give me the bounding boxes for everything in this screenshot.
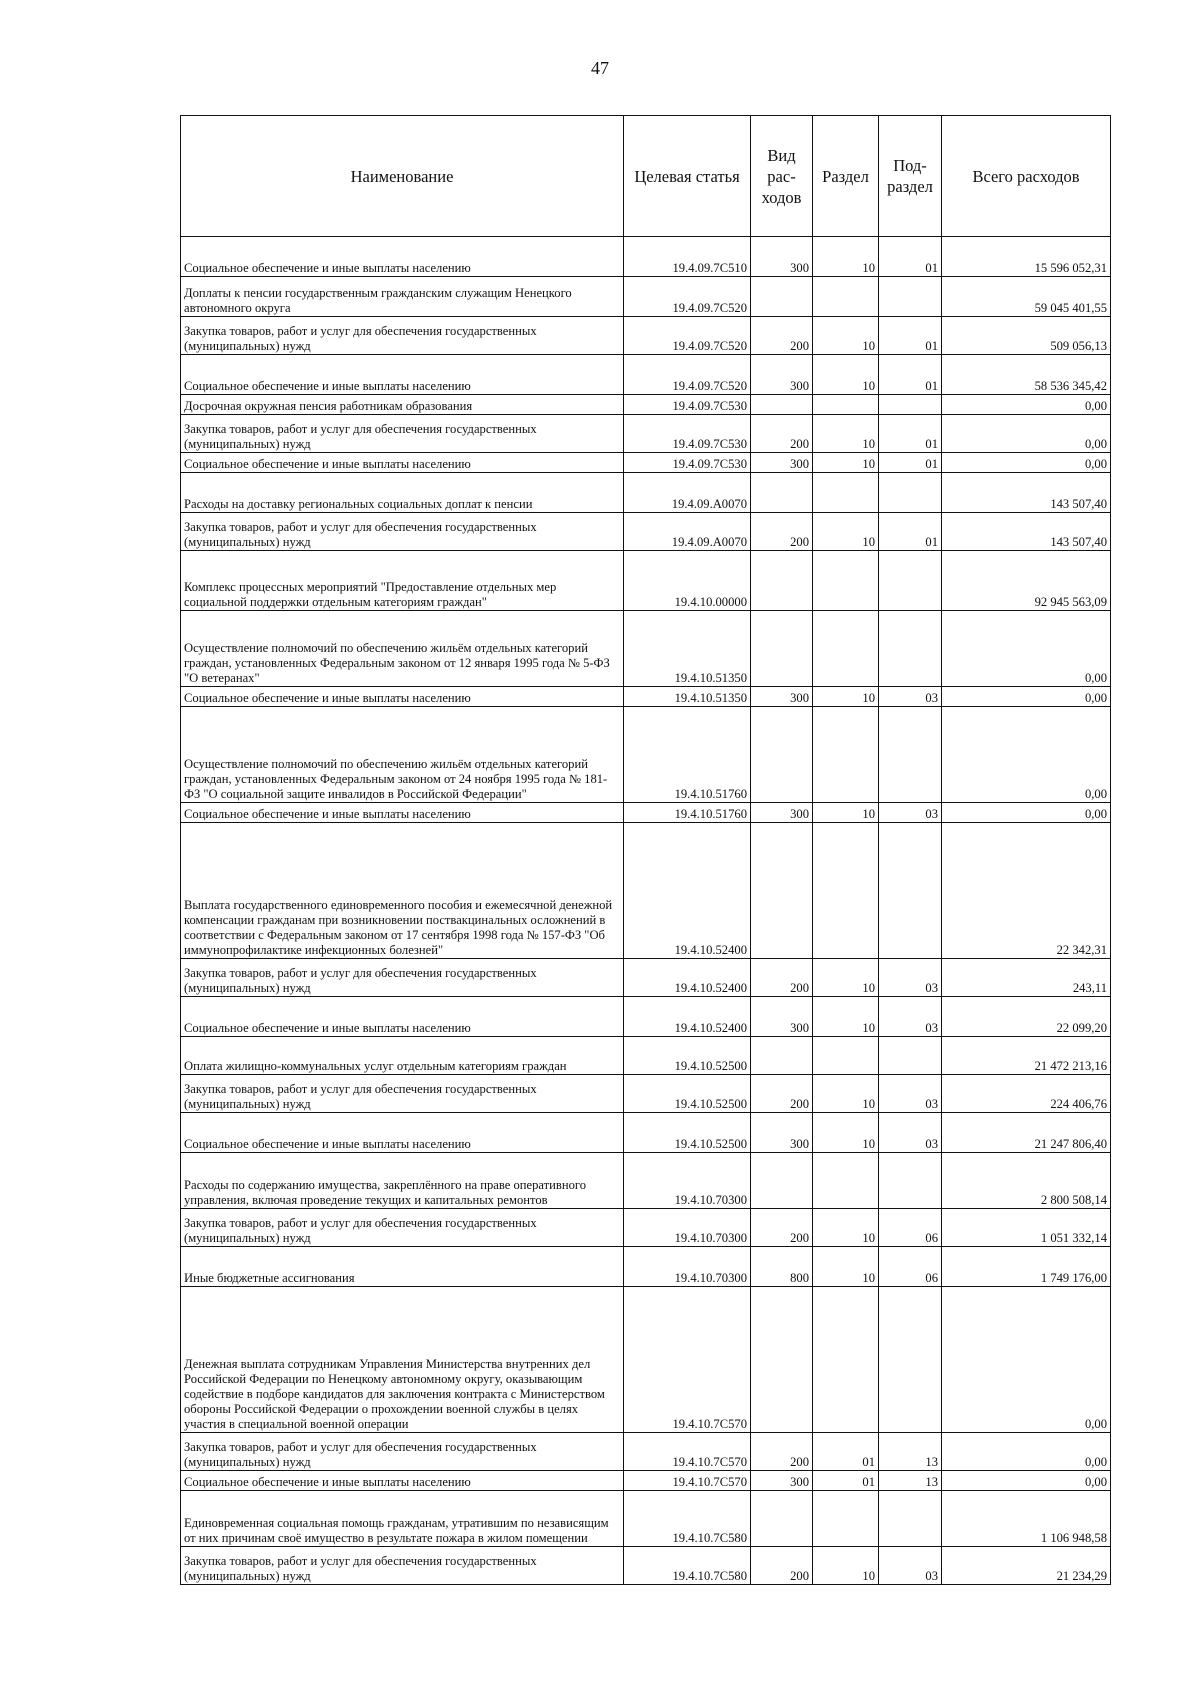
row-total: 0,00 (942, 1287, 1111, 1433)
table-row (181, 473, 1111, 513)
row-total: 1 106 948,58 (942, 1491, 1111, 1547)
row-name: Единовременная социальная помощь гражданам, утратившим по независящим от них причинам своё имущество в результате пожара в жилом помещении (181, 1491, 624, 1547)
row-subsection (879, 1153, 942, 1209)
row-name: Закупка товаров, работ и услуг для обеспечения государственных (муниципальных) нужд (181, 1209, 624, 1247)
row-target-article: 19.4.10.70300 (624, 1247, 751, 1287)
row-total: 59 045 401,55 (942, 277, 1111, 317)
row-expense-type: 300 (751, 453, 813, 473)
row-total: 0,00 (942, 707, 1111, 803)
table-row (181, 997, 1111, 1037)
row-total: 0,00 (942, 1433, 1111, 1471)
row-expense-type (751, 277, 813, 317)
row-expense-type: 300 (751, 997, 813, 1037)
row-section: 10 (813, 1209, 879, 1247)
row-total: 22 099,20 (942, 997, 1111, 1037)
row-target-article: 19.4.09.7С520 (624, 277, 751, 317)
row-total: 21 234,29 (942, 1547, 1111, 1585)
row-expense-type (751, 1287, 813, 1433)
header-total: Всего расходов (942, 116, 1111, 237)
row-expense-type: 300 (751, 687, 813, 707)
table-row (181, 823, 1111, 959)
row-subsection (879, 707, 942, 803)
row-target-article: 19.4.09.7С530 (624, 395, 751, 415)
table-row (181, 1433, 1111, 1471)
row-section: 10 (813, 1547, 879, 1585)
row-expense-type: 300 (751, 1471, 813, 1491)
row-section: 10 (813, 687, 879, 707)
row-name: Досрочная окружная пенсия работникам образования (181, 395, 624, 415)
row-subsection (879, 473, 942, 513)
row-section (813, 1153, 879, 1209)
table-row (181, 277, 1111, 317)
table-row (181, 1287, 1111, 1433)
row-subsection: 03 (879, 803, 942, 823)
row-name: Закупка товаров, работ и услуг для обеспечения государственных (муниципальных) нужд (181, 317, 624, 355)
row-expense-type: 200 (751, 1209, 813, 1247)
row-subsection: 13 (879, 1471, 942, 1491)
header-name: Наименование (181, 116, 624, 237)
row-total: 15 596 052,31 (942, 237, 1111, 277)
row-expense-type: 200 (751, 1547, 813, 1585)
row-expense-type (751, 611, 813, 687)
row-expense-type (751, 395, 813, 415)
table-row (181, 1491, 1111, 1547)
row-section: 10 (813, 1113, 879, 1153)
row-section (813, 1287, 879, 1433)
row-section: 10 (813, 1075, 879, 1113)
row-total: 58 536 345,42 (942, 355, 1111, 395)
row-section (813, 551, 879, 611)
row-expense-type: 800 (751, 1247, 813, 1287)
row-section: 10 (813, 415, 879, 453)
row-name: Социальное обеспечение и иные выплаты населению (181, 803, 624, 823)
row-expense-type (751, 1153, 813, 1209)
header-subsection: Под-раздел (879, 116, 942, 237)
row-expense-type: 300 (751, 355, 813, 395)
row-name: Денежная выплата сотрудникам Управления Министерства внутренних дел Российской Федерации по Ненецкому автономному округу, оказывающим содействие в подборе кандидатов для заключения контракта с Министерством обороны Российской Федерации о прохождении военной службы в целях участия в специальной военной операции (181, 1287, 624, 1433)
row-name: Закупка товаров, работ и услуг для обеспечения государственных (муниципальных) нужд (181, 1547, 624, 1585)
row-subsection: 01 (879, 317, 942, 355)
row-total: 224 406,76 (942, 1075, 1111, 1113)
row-section: 10 (813, 355, 879, 395)
row-total: 243,11 (942, 959, 1111, 997)
table-row (181, 317, 1111, 355)
row-subsection (879, 1491, 942, 1547)
row-section: 10 (813, 513, 879, 551)
table-row (181, 1547, 1111, 1585)
row-section: 10 (813, 959, 879, 997)
row-section (813, 1491, 879, 1547)
row-subsection (879, 1287, 942, 1433)
row-target-article: 19.4.10.52500 (624, 1037, 751, 1075)
row-section (813, 1037, 879, 1075)
table-row (181, 415, 1111, 453)
row-total: 1 749 176,00 (942, 1247, 1111, 1287)
row-name: Закупка товаров, работ и услуг для обеспечения государственных (муниципальных) нужд (181, 1075, 624, 1113)
row-name: Социальное обеспечение и иные выплаты населению (181, 997, 624, 1037)
row-name: Доплаты к пенсии государственным гражданским служащим Ненецкого автономного округа (181, 277, 624, 317)
row-expense-type (751, 1491, 813, 1547)
row-expense-type: 200 (751, 317, 813, 355)
table-row (181, 707, 1111, 803)
row-expense-type: 300 (751, 803, 813, 823)
row-section: 10 (813, 803, 879, 823)
row-name: Социальное обеспечение и иные выплаты населению (181, 453, 624, 473)
page-number: 47 (591, 58, 609, 78)
row-subsection: 03 (879, 959, 942, 997)
table-row (181, 355, 1111, 395)
row-target-article: 19.4.09.7С530 (624, 453, 751, 473)
header-target-article: Целевая статья (624, 116, 751, 237)
row-total: 0,00 (942, 611, 1111, 687)
row-target-article: 19.4.10.00000 (624, 551, 751, 611)
row-subsection: 01 (879, 513, 942, 551)
row-total: 21 247 806,40 (942, 1113, 1111, 1153)
row-name: Оплата жилищно-коммунальных услуг отдельным категориям граждан (181, 1037, 624, 1075)
row-subsection (879, 823, 942, 959)
row-subsection: 03 (879, 1113, 942, 1153)
row-total: 143 507,40 (942, 513, 1111, 551)
table-row (181, 513, 1111, 551)
row-target-article: 19.4.10.7С580 (624, 1547, 751, 1585)
row-subsection: 13 (879, 1433, 942, 1471)
row-expense-type (751, 473, 813, 513)
row-name: Социальное обеспечение и иные выплаты населению (181, 237, 624, 277)
row-target-article: 19.4.10.52400 (624, 959, 751, 997)
row-expense-type: 300 (751, 1113, 813, 1153)
row-expense-type (751, 707, 813, 803)
row-subsection (879, 611, 942, 687)
row-target-article: 19.4.10.7С570 (624, 1471, 751, 1491)
row-total: 0,00 (942, 453, 1111, 473)
row-expense-type: 300 (751, 237, 813, 277)
row-total: 1 051 332,14 (942, 1209, 1111, 1247)
table-row (181, 1153, 1111, 1209)
row-name: Социальное обеспечение и иные выплаты населению (181, 1471, 624, 1491)
row-target-article: 19.4.10.51350 (624, 687, 751, 707)
row-section: 10 (813, 317, 879, 355)
table-row (181, 395, 1111, 415)
row-total: 509 056,13 (942, 317, 1111, 355)
table-header-row (181, 116, 1111, 237)
table-row (181, 687, 1111, 707)
row-expense-type (751, 551, 813, 611)
row-section (813, 611, 879, 687)
row-name: Иные бюджетные ассигнования (181, 1247, 624, 1287)
row-total: 0,00 (942, 395, 1111, 415)
row-section (813, 395, 879, 415)
row-target-article: 19.4.10.52400 (624, 823, 751, 959)
table-body (181, 237, 1111, 1585)
row-subsection: 06 (879, 1209, 942, 1247)
row-target-article: 19.4.10.52500 (624, 1075, 751, 1113)
row-section: 10 (813, 237, 879, 277)
row-target-article: 19.4.10.52400 (624, 997, 751, 1037)
row-section: 01 (813, 1471, 879, 1491)
row-section: 10 (813, 453, 879, 473)
row-target-article: 19.4.10.51760 (624, 803, 751, 823)
table-row (181, 1113, 1111, 1153)
row-total: 22 342,31 (942, 823, 1111, 959)
table-row (181, 237, 1111, 277)
row-total: 0,00 (942, 415, 1111, 453)
row-section (813, 473, 879, 513)
row-subsection (879, 277, 942, 317)
table-row (181, 453, 1111, 473)
row-name: Социальное обеспечение и иные выплаты населению (181, 687, 624, 707)
header-section: Раздел (813, 116, 879, 237)
row-total: 143 507,40 (942, 473, 1111, 513)
row-subsection: 01 (879, 237, 942, 277)
row-total: 2 800 508,14 (942, 1153, 1111, 1209)
row-expense-type: 200 (751, 513, 813, 551)
row-target-article: 19.4.10.51760 (624, 707, 751, 803)
row-subsection (879, 551, 942, 611)
row-subsection: 03 (879, 1547, 942, 1585)
row-target-article: 19.4.10.7С570 (624, 1433, 751, 1471)
row-subsection: 03 (879, 687, 942, 707)
row-section: 10 (813, 997, 879, 1037)
row-expense-type: 200 (751, 1075, 813, 1113)
row-target-article: 19.4.10.70300 (624, 1209, 751, 1247)
table-row (181, 551, 1111, 611)
row-name: Закупка товаров, работ и услуг для обеспечения государственных (муниципальных) нужд (181, 513, 624, 551)
row-target-article: 19.4.09.А0070 (624, 513, 751, 551)
row-target-article: 19.4.10.7С580 (624, 1491, 751, 1547)
row-target-article: 19.4.10.70300 (624, 1153, 751, 1209)
row-subsection (879, 1037, 942, 1075)
row-expense-type: 200 (751, 1433, 813, 1471)
table-row (181, 1471, 1111, 1491)
row-total: 0,00 (942, 687, 1111, 707)
row-target-article: 19.4.09.7С530 (624, 415, 751, 453)
row-target-article: 19.4.10.7С570 (624, 1287, 751, 1433)
budget-table (180, 115, 1111, 1585)
table-row (181, 803, 1111, 823)
row-section: 01 (813, 1433, 879, 1471)
row-total: 0,00 (942, 1471, 1111, 1491)
row-total: 0,00 (942, 803, 1111, 823)
row-expense-type: 200 (751, 959, 813, 997)
row-subsection: 01 (879, 355, 942, 395)
row-target-article: 19.4.10.51350 (624, 611, 751, 687)
row-section: 10 (813, 1247, 879, 1287)
row-name: Закупка товаров, работ и услуг для обеспечения государственных (муниципальных) нужд (181, 1433, 624, 1471)
row-name: Закупка товаров, работ и услуг для обеспечения государственных (муниципальных) нужд (181, 959, 624, 997)
row-target-article: 19.4.09.А0070 (624, 473, 751, 513)
row-subsection: 03 (879, 997, 942, 1037)
table-row (181, 959, 1111, 997)
row-total: 92 945 563,09 (942, 551, 1111, 611)
row-name: Осуществление полномочий по обеспечению жильём отдельных категорий граждан, установленных Федеральным законом от 24 ноября 1995 года № 181-ФЗ "О социальной защите инвалидов в Российской Федерации" (181, 707, 624, 803)
row-expense-type (751, 1037, 813, 1075)
row-total: 21 472 213,16 (942, 1037, 1111, 1075)
table-row (181, 1247, 1111, 1287)
row-name: Комплекс процессных мероприятий "Предоставление отдельных мер социальной поддержки отдельным категориям граждан" (181, 551, 624, 611)
row-subsection: 06 (879, 1247, 942, 1287)
row-subsection: 01 (879, 415, 942, 453)
table-row (181, 611, 1111, 687)
row-expense-type (751, 823, 813, 959)
row-target-article: 19.4.10.52500 (624, 1113, 751, 1153)
row-name: Социальное обеспечение и иные выплаты населению (181, 355, 624, 395)
header-expense-type: Вид рас-ходов (751, 116, 813, 237)
row-name: Расходы на доставку региональных социальных доплат к пенсии (181, 473, 624, 513)
table-row (181, 1037, 1111, 1075)
row-subsection: 03 (879, 1075, 942, 1113)
row-subsection (879, 395, 942, 415)
row-target-article: 19.4.09.7С510 (624, 237, 751, 277)
table-row (181, 1209, 1111, 1247)
row-section (813, 823, 879, 959)
row-expense-type: 200 (751, 415, 813, 453)
row-section (813, 707, 879, 803)
row-target-article: 19.4.09.7С520 (624, 355, 751, 395)
row-section (813, 277, 879, 317)
table-row (181, 1075, 1111, 1113)
row-name: Закупка товаров, работ и услуг для обеспечения государственных (муниципальных) нужд (181, 415, 624, 453)
row-name: Социальное обеспечение и иные выплаты населению (181, 1113, 624, 1153)
row-name: Осуществление полномочий по обеспечению жильём отдельных категорий граждан, установленных Федеральным законом от 12 января 1995 года № 5-ФЗ "О ветеранах" (181, 611, 624, 687)
row-target-article: 19.4.09.7С520 (624, 317, 751, 355)
row-subsection: 01 (879, 453, 942, 473)
row-name: Выплата государственного единовременного пособия и ежемесячной денежной компенсации гражданам при возникновении поствакцинальных осложнений в соответствии с Федеральным законом от 17 сентября 1998 года № 157-ФЗ "Об иммунопрофилактике инфекционных болезней" (181, 823, 624, 959)
row-name: Расходы по содержанию имущества, закреплённого на праве оперативного управления, включая проведение текущих и капитальных ремонтов (181, 1153, 624, 1209)
